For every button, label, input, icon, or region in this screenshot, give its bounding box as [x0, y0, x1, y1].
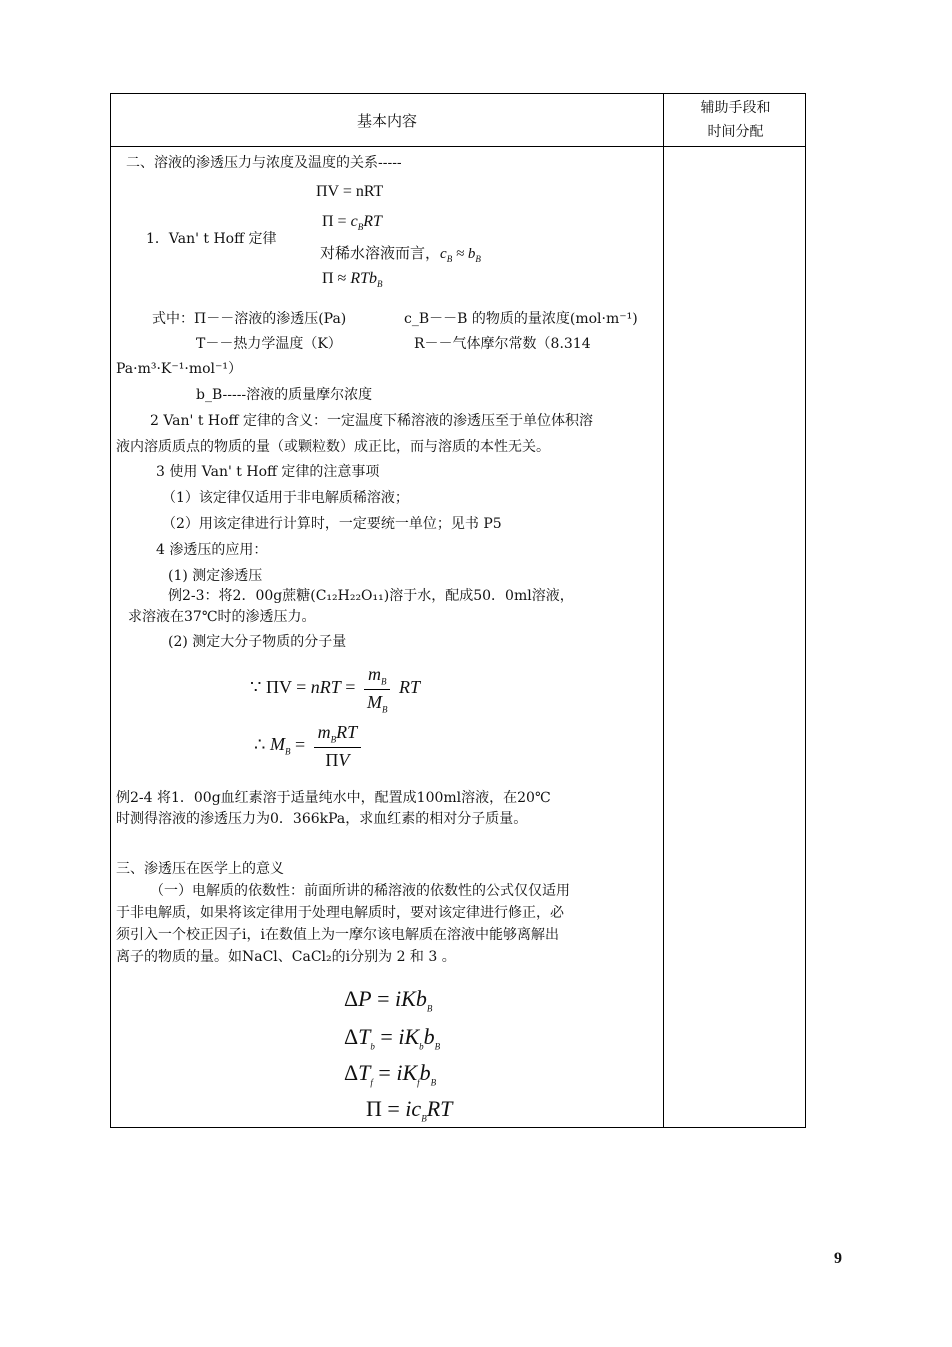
- section3-p4: 离子的物质的量。如NaCl、CaCl₂的i分别为 2 和 3 。: [116, 949, 456, 965]
- page-number: 9: [834, 1250, 842, 1267]
- where-line1a: 式中：Π－－溶液的渗透压(Pa): [152, 311, 347, 327]
- example-2-4-line2: 时测得溶液的渗透压力为0．366kPa，求血红素的相对分子质量。: [116, 811, 528, 827]
- note-1: （1）该定律仅适用于非电解质稀溶液；: [162, 490, 409, 506]
- example-2-3-line2: 求溶液在37℃时的渗透压力。: [128, 609, 316, 625]
- equation-2: $\Pi = c_BRT$: [322, 213, 382, 233]
- section3-title: 三、渗透压在医学上的意义: [116, 861, 284, 877]
- law-label: 1．Van' t Hoff 定律: [146, 231, 277, 247]
- header-side: [664, 96, 807, 144]
- section3-p2: 于非电解质，如果将该定律用于处理电解质时，要对该定律进行修正，必: [116, 905, 564, 921]
- section3-p1: （一）电解质的依数性：前面所讲的稀溶液的依数性的公式仅仅适用: [150, 883, 570, 899]
- header-divider: [111, 146, 805, 147]
- where-line3: Pa·m³·K⁻¹·mol⁻¹）: [116, 361, 243, 377]
- meaning-line1: 2 Van' t Hoff 定律的含义：一定温度下稀溶液的渗透压至于单位体积溶: [150, 413, 593, 429]
- equation-delta-p: ΔP = iKb$_B$: [344, 986, 433, 1014]
- where-line2a: T－－热力学温度（K）: [196, 336, 342, 352]
- equation-1: ΠV = nRT: [316, 183, 384, 200]
- notes-title: 3 使用 Van' t Hoff 定律的注意事项: [156, 464, 380, 480]
- section3-p3: 须引入一个校正因子i，i在数值上为一摩尔该电解质在溶液中能够离解出: [116, 927, 559, 943]
- note-2: （2）用该定律进行计算时，一定要统一单位；见书 P5: [162, 516, 502, 532]
- application-1: (1) 测定渗透压: [168, 568, 263, 584]
- application-2: (2) 测定大分子物质的分子量: [168, 634, 347, 650]
- header-main: 基本内容: [356, 112, 417, 130]
- section2-title: 二、溶液的渗透压力与浓度及温度的关系-----: [126, 155, 402, 171]
- where-line1b: c_B－－B 的物质的量浓度(mol·m⁻¹): [404, 311, 638, 327]
- application-title: 4 渗透压的应用：: [156, 542, 268, 558]
- equation-4: Π ≈ RTb$_B$: [322, 270, 383, 290]
- equation-3: 对稀水溶液而言，$c_B \approx b_B$: [320, 244, 481, 264]
- example-2-3-line1: 例2-3：将2．00g蔗糖(C₁₂H₂₂O₁₁)溶于水，配成50．0ml溶液，: [168, 588, 574, 604]
- where-line2b: R－－气体摩尔常数（8.314: [414, 336, 591, 352]
- formula-because: ∵ ΠV = nRT = $\frac{m_B}{M_B}$ RT: [250, 664, 420, 715]
- header-side-line2: 时间分配: [707, 124, 764, 140]
- header-side-line1: 辅助手段和: [700, 100, 771, 116]
- example-2-4-line1: 例2-4 将1．00g血红素溶于适量纯水中，配置成100ml溶液，在20℃: [116, 790, 551, 806]
- equation-osmotic-ionic: $\Pi = ic_BRT$: [366, 1096, 453, 1124]
- meaning-line2: 液内溶质质点的物质的量（或颗粒数）成正比，而与溶质的本性无关。: [116, 439, 550, 455]
- equation-delta-tf: $\Delta T_f = iK_fb_B$: [344, 1060, 437, 1088]
- column-divider: [663, 94, 664, 1127]
- where-line4: b_B-----溶液的质量摩尔浓度: [196, 387, 373, 403]
- formula-therefore: ∴ $M_B$ = $\frac{m_BRT}{\Pi V}$: [254, 722, 365, 771]
- equation-delta-tb: $\Delta T_b = iK_bb_B$: [344, 1024, 441, 1052]
